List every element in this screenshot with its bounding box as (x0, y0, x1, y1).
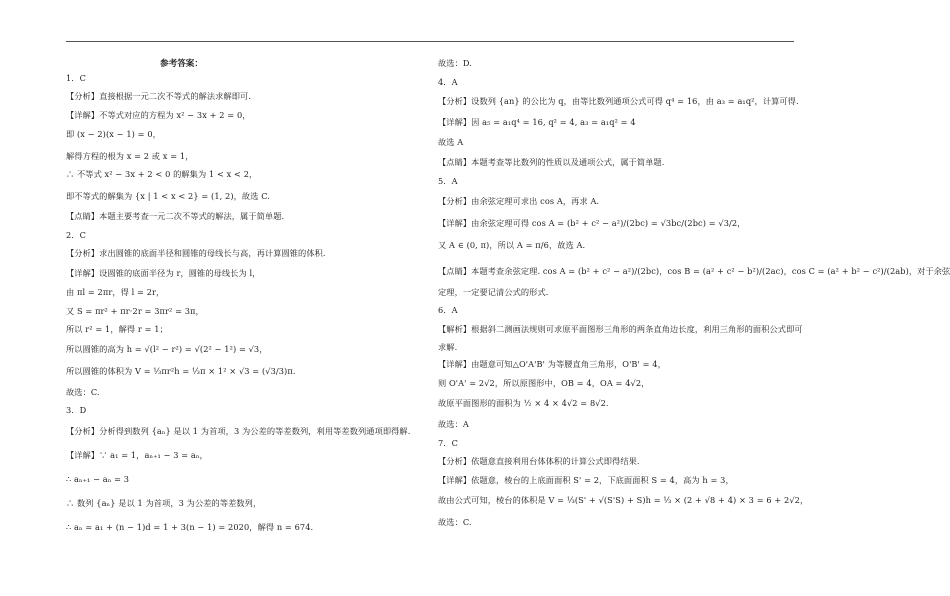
answer-line: 故由公式可知，棱台的体积是 V = ⅓(S' + √(S'S) + S)h = ⅓ × (2 + √8 + 4) × 3 = 6 + 2√2， (438, 495, 809, 505)
answer-line: 7．C (438, 438, 458, 448)
answer-line: 【详解】因 a₅ = a₁q⁴ = 16, q² = 4, a₃ = a₁q² = 4 (438, 117, 636, 127)
answer-line: 解得方程的根为 x = 2 或 x = 1， (66, 151, 194, 161)
answer-line: 故选：C. (66, 387, 100, 397)
answer-line: 【详解】∵ a₁ = 1，aₙ₊₁ − 3 = aₙ， (66, 450, 208, 460)
answer-line: 故选：D. (438, 58, 472, 68)
answer-line: 【详解】依题意，棱台的上底面面积 S' = 2，下底面面积 S = 4，高为 h = 3， (438, 475, 734, 485)
answer-line: 【详解】设圆锥的底面半径为 r，圆锥的母线长为 l， (66, 268, 261, 278)
answer-line: 故原平面图形的面积为 ½ × 4 × 4√2 = 8√2. (438, 398, 609, 408)
answer-line: 6．A (438, 305, 458, 315)
answer-line: 又 A ∈ (0, π)，所以 A = π/6，故选 A. (438, 240, 586, 250)
answer-line: ∴ aₙ = a₁ + (n − 1)d = 1 + 3(n − 1) = 2020，解得 n = 674. (66, 522, 314, 532)
answer-line: 【分析】设数列 {an} 的公比为 q，由等比数列通项公式可得 q⁴ = 16，由 a₃ = a₁q²，计算可得. (438, 96, 799, 106)
answer-line: 【分析】依题意直接利用台体体积的计算公式即得结果. (438, 456, 640, 466)
answer-line: 求解. (438, 342, 458, 352)
answer-line: 定理，一定要记清公式的形式. (438, 287, 549, 297)
answer-line: 【详解】不等式对应的方程为 x² − 3x + 2 = 0， (66, 110, 251, 120)
answer-line: 【分析】由余弦定理可求出 cos A，再求 A. (438, 196, 600, 206)
answer-line: 【分析】直接根据一元二次不等式的解法求解即可. (66, 91, 252, 101)
answer-line: 【分析】分析得到数列 {aₙ} 是以 1 为首项，3 为公差的等差数列，利用等差数列通项即得解. (66, 426, 411, 436)
answer-line: 4．A (438, 77, 458, 87)
answer-line: 故选：A (438, 419, 469, 429)
answer-line: 【详解】由题意可知△O'A'B' 为等腰直角三角形，O'B' = 4， (438, 359, 666, 369)
answer-line: 【详解】由余弦定理可得 cos A = (b² + c² − a²)/(2bc) = √3bc/(2bc) = √3/2， (438, 218, 746, 228)
answer-line: 故选：C. (438, 517, 472, 527)
answer-line: 所以圆锥的体积为 V = ⅓πr²h = ⅓π × 1² × √3 = (√3/3)π. (66, 366, 296, 376)
answer-line: ∴ 数列 {aₙ} 是以 1 为首项，3 为公差的等差数列， (66, 498, 262, 508)
answer-line: 所以 r² = 1，解得 r = 1； (66, 324, 168, 334)
answer-line: 【点睛】本题主要考查一元二次不等式的解法，属于简单题. (66, 211, 285, 221)
answer-line: ∴ aₙ₊₁ − aₙ = 3 (66, 474, 130, 484)
answer-line: 2．C (66, 230, 86, 240)
answer-line: 又 S = πr² + πr·2r = 3πr² = 3π， (66, 306, 204, 316)
answer-line: 由 πl = 2πr，得 l = 2r， (66, 287, 165, 297)
answer-line: 1．C (66, 73, 86, 83)
answer-line: 即不等式的解集为 {x | 1 < x < 2} = (1, 2)，故选 C. (66, 191, 270, 201)
answer-line: 故选 A (438, 137, 464, 147)
answer-line: 则 O'A' = 2√2，所以原图形中，OB = 4，OA = 4√2， (438, 378, 650, 388)
answer-line: 即 (x − 2)(x − 1) = 0， (66, 129, 161, 139)
answer-line: 【分析】求出圆锥的底面半径和圆锥的母线长与高，再计算圆锥的体积. (66, 248, 326, 258)
answer-line: 5．A (438, 176, 458, 186)
answer-line: ∴ 不等式 x² − 3x + 2 < 0 的解集为 1 < x < 2， (66, 169, 258, 179)
answer-line: 3．D (66, 405, 87, 415)
answer-line: 【解析】根据斜二测画法规则可求原平面图形三角形的两条直角边长度，利用三角形的面积公式即可 (438, 324, 803, 334)
answer-line: 【点睛】本题考查等比数列的性质以及通项公式，属于简单题. (438, 157, 665, 167)
page-title: 参考答案： (160, 59, 203, 69)
answer-line: 【点睛】本题考查余弦定理. cos A = (b² + c² − a²)/(2bc)，cos B = (a² + c² − b²)/(2ac)，cos C = (a² + b² − c²)/(2ab)，对于余弦 (438, 266, 950, 276)
header-rule (66, 41, 794, 42)
answer-line: 所以圆锥的高为 h = √(l² − r²) = √(2² − 1²) = √3， (66, 344, 268, 354)
